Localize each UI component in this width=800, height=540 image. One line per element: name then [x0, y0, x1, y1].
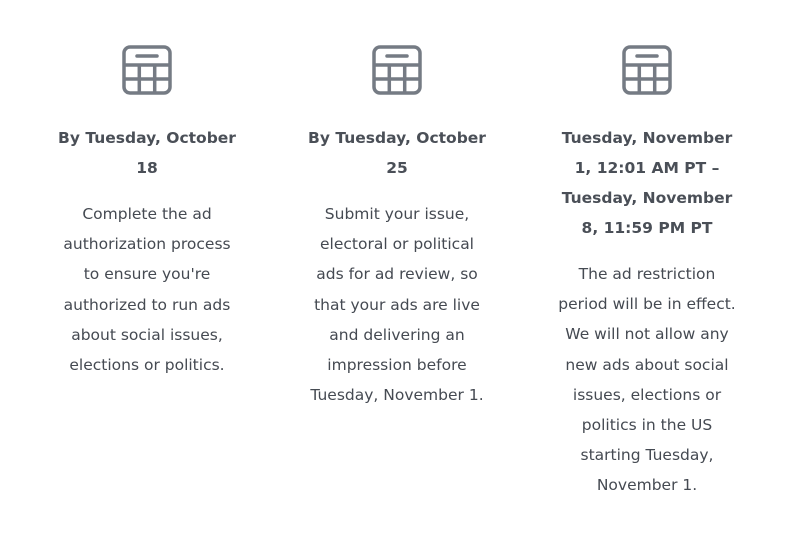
timeline-item-1 — [47, 44, 247, 380]
timeline-description: Submit your issue, electoral or political ads for ad review, so that your ads are live and delivering an impression before Tuesday, November 1. — [310, 205, 484, 405]
timeline-description: Complete the ad authorization process to ensure you're authorized to run ads about social issues, elections or politics. — [63, 205, 231, 375]
calendar-icon — [621, 44, 673, 96]
timeline-heading: Tuesday, November 1, 12:01 AM PT – Tuesday, November 8, 11:59 PM PT — [561, 129, 733, 237]
calendar-icon — [371, 44, 423, 96]
timeline-heading: By Tuesday, October 18 — [58, 129, 236, 177]
timeline-item-2 — [297, 44, 497, 410]
timeline-description: The ad restriction period will be in effect. We will not allow any new ads about social issues, elections or politics in the US starting Tuesday, November 1. — [558, 265, 736, 495]
timeline-heading: By Tuesday, October 25 — [308, 129, 486, 177]
timeline-item-3 — [547, 44, 747, 501]
calendar-icon — [121, 44, 173, 96]
